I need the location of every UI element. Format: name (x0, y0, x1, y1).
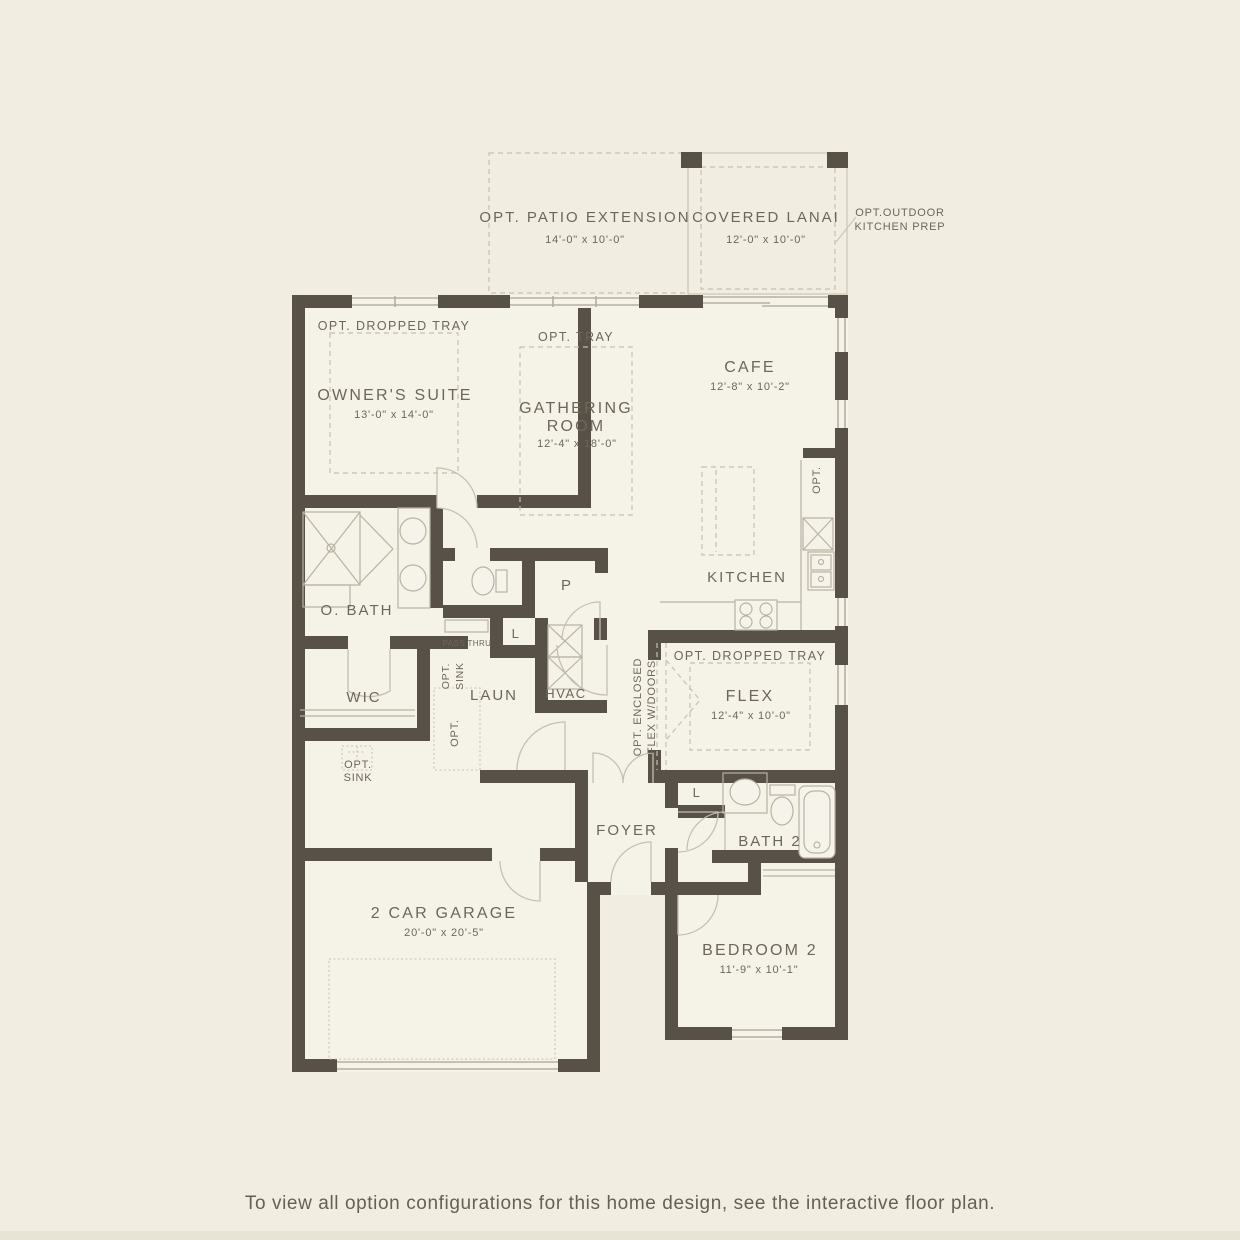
label-gathering-2: ROOM (546, 418, 606, 435)
label-hvac: HVAC (545, 686, 587, 701)
label-laundry-opt: OPT. (449, 719, 461, 747)
label-bedroom2-dims: 11'-9" x 10'-1" (719, 964, 799, 976)
label-obath: O. BATH (320, 602, 394, 619)
label-wic: WIC (346, 689, 382, 706)
label-opt-outdoor-kitchen-1: OPT.OUTDOOR (855, 207, 945, 219)
vanity-sink-2 (400, 565, 426, 591)
label-opt-sink-vert-1: OPT. (440, 662, 452, 690)
label-linen-2: L (692, 785, 702, 800)
label-covered-lanai-dims: 12'-0" x 10'-0" (726, 234, 806, 246)
label-gathering-opt-tray: OPT. TRAY (537, 330, 615, 344)
label-flex-opt-tray: OPT. DROPPED TRAY (673, 649, 827, 663)
bath2-sink (730, 779, 760, 805)
label-opt-sink-1: OPT. (344, 759, 372, 771)
bottom-strip (0, 1231, 1240, 1240)
label-opt-patio: OPT. PATIO EXTENSION (479, 209, 691, 226)
label-gathering-dims: 12'-4" x 18'-0" (537, 438, 617, 450)
label-laundry: LAUN (469, 687, 519, 704)
label-bath2: BATH 2 (738, 833, 802, 850)
label-flex-enclosed-1: OPT. ENCLOSED (632, 657, 644, 757)
label-opt-outdoor-kitchen-2: KITCHEN PREP (854, 221, 946, 233)
label-bedroom2: BEDROOM 2 (702, 942, 818, 959)
covered-lanai-inner (701, 167, 835, 289)
label-kitchen: KITCHEN (707, 569, 787, 586)
label-owners-suite-dims: 13'-0" x 14'-0" (354, 409, 434, 421)
toilet-owners (472, 567, 494, 595)
label-flex-dims: 12'-4" x 10'-0" (711, 710, 791, 722)
label-linen-1: L (511, 626, 521, 641)
label-opt-sink-vert-2: SINK (454, 662, 466, 690)
toilet-bath2 (771, 797, 793, 825)
label-pass-thru: PASS THRU (442, 639, 492, 648)
label-flex: FLEX (725, 688, 775, 705)
label-owners-suite: OWNER'S SUITE (317, 387, 473, 404)
label-flex-enclosed-2: FLEX W/DOORS (646, 660, 658, 754)
caption: To view all option configurations for this home design, see the interactive floor plan. (244, 1193, 996, 1214)
label-kitchen-opt: OPT. (811, 466, 823, 494)
label-cafe: CAFE (724, 359, 776, 376)
label-opt-sink-2: SINK (343, 772, 373, 784)
label-foyer: FOYER (596, 822, 658, 839)
label-covered-lanai: COVERED LANAI (692, 209, 840, 226)
label-opt-patio-dims: 14'-0" x 10'-0" (545, 234, 625, 246)
label-garage: 2 CAR GARAGE (370, 905, 518, 922)
label-gathering-1: GATHERING (519, 400, 633, 417)
kitchen-sink (808, 552, 834, 590)
label-pantry: P (560, 577, 574, 594)
label-garage-dims: 20'-0" x 20'-5" (404, 927, 484, 939)
label-suite-opt-tray: OPT. DROPPED TRAY (317, 319, 471, 333)
vanity-sink-1 (400, 518, 426, 544)
label-cafe-dims: 12'-8" x 10'-2" (710, 381, 790, 393)
